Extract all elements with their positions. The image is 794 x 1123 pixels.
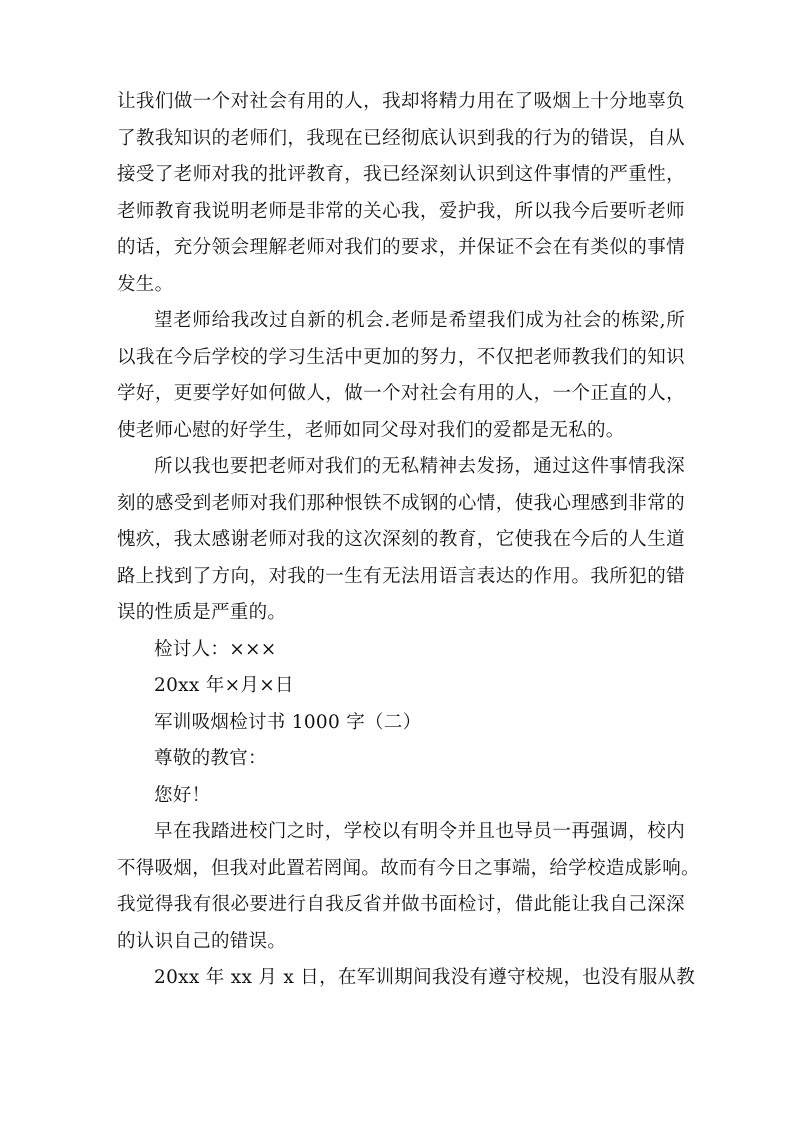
text-line: 使老师心慰的好学生，老师如同父母对我们的爱都是无私的。 — [117, 419, 625, 441]
text-line: 了教我知识的老师们，我现在已经彻底认识到我的行为的错误，自从 — [117, 127, 685, 149]
text-line: 望老师给我改过自新的机会.老师是希望我们成为社会的栋梁,所 — [154, 310, 685, 331]
paragraph — [117, 449, 685, 632]
paragraph — [117, 960, 696, 997]
text-line: 不得吸烟，但我对此置若罔闻。故而有今日之事端，给学校造成影响。 — [117, 857, 700, 879]
text-line: 我觉得我有很必要进行自我反省并做书面检讨，借此能让我自己深深 — [117, 894, 685, 915]
section-title — [117, 705, 685, 742]
text-line: 误的性质是严重的。 — [117, 602, 287, 623]
salutation — [117, 741, 685, 778]
text-line: 军训吸烟检讨书 1000 字（二） — [154, 711, 422, 733]
text-line: 路上找到了方向，对我的一生有无法用语言表达的作用。我所犯的错 — [117, 565, 685, 587]
text-line: 的话，充分领会理解老师对我们的要求，并保证不会在有类似的事情 — [117, 237, 685, 258]
text-line: 学好，更要学好如何做人，做一个对社会有用的人，一个正直的人， — [117, 383, 685, 404]
text-line: 以我在今后学校的学习生活中更加的努力，不仅把老师教我们的知识 — [117, 346, 685, 368]
text-line: 发生。 — [117, 273, 174, 295]
text-line: 刻的感受到老师对我们那种恨铁不成钢的心情，使我心理感到非常的 — [117, 492, 685, 514]
text-line: 让我们做一个对社会有用的人，我却将精力用在了吸烟上十分地辜负 — [117, 91, 685, 112]
paragraph — [117, 303, 685, 449]
text-line: 所以我也要把老师对我们的无私精神去发扬，通过这件事情我深 — [154, 456, 685, 477]
text-line: 20xx 年×月×日 — [154, 675, 294, 696]
signature-line — [117, 632, 685, 669]
text-line: 愧疚，我太感谢老师对我的这次深刻的教育，它使我在今后的人生道 — [117, 529, 685, 550]
text-line: 早在我踏进校门之时，学校以有明令并且也导员一再强调，校内 — [154, 821, 685, 842]
greeting — [117, 778, 685, 815]
date-line — [117, 668, 685, 705]
text-line: 尊敬的教官： — [154, 748, 267, 769]
paragraph — [117, 84, 685, 303]
text-line: 20xx 年 xx 月 x 日，在军训期间我没有遵守校规，也没有服从教 — [154, 967, 696, 988]
text-line: 老师教育我说明老师是非常的关心我，爱护我，所以我今后要听老师 — [117, 200, 685, 222]
text-line: 的认识自己的错误。 — [117, 930, 287, 952]
text-line: 检讨人：××× — [154, 638, 277, 660]
paragraph — [117, 814, 700, 960]
document-body — [117, 84, 700, 997]
text-line: 您好！ — [154, 784, 211, 806]
text-line: 接受了老师对我的批评教育，我已经深刻认识到这件事情的严重性， — [117, 164, 685, 185]
